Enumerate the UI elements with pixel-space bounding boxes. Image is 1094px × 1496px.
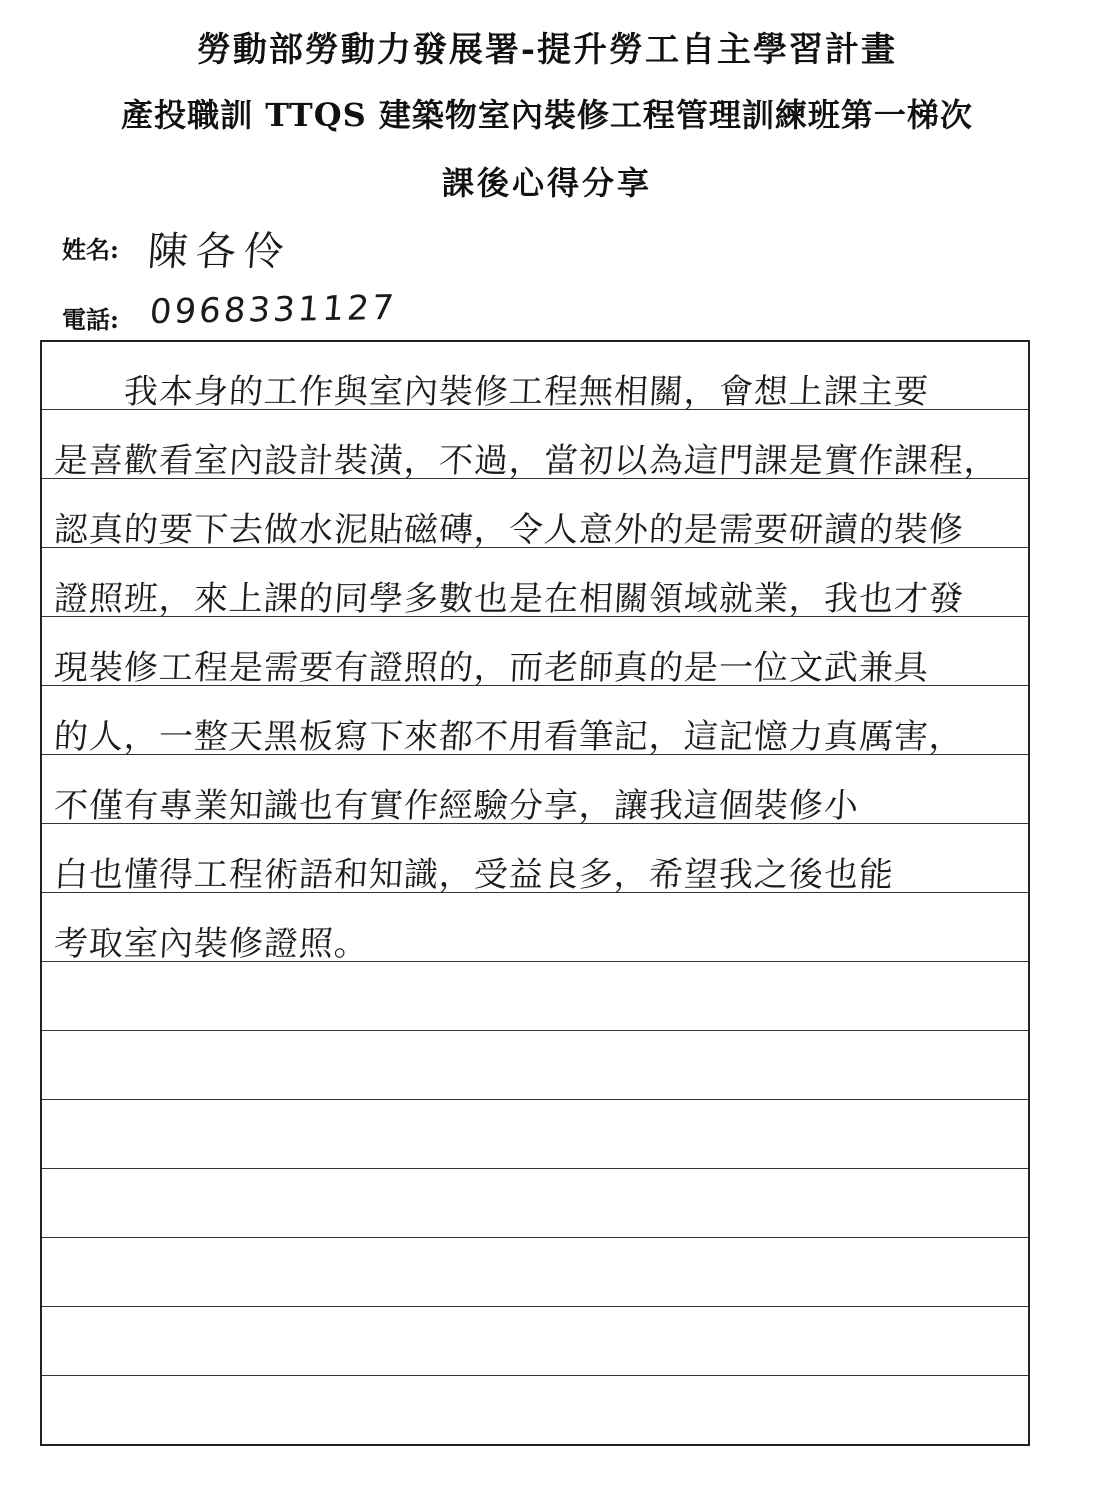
essay-line: 白也懂得工程術語和知識，受益良多，希望我之後也能 — [52, 855, 896, 895]
essay-line: 不僅有專業知識也有實作經驗分享，讓我這個裝修小 — [52, 786, 861, 826]
essay-line: 現裝修工程是需要有證照的，而老師真的是一位文武兼具 — [52, 648, 931, 688]
ruled-line — [42, 1237, 1028, 1238]
essay-line: 考取室內裝修證照。 — [52, 924, 371, 964]
phone-label: 電話: — [62, 305, 119, 334]
ruled-line — [42, 1099, 1028, 1100]
ruled-line — [42, 1375, 1028, 1376]
essay-line: 的人，一整天黑板寫下來都不用看筆記，這記憶力真厲害， — [52, 717, 966, 757]
name-value: 陳各伶 — [146, 229, 294, 275]
essay-line: 是喜歡看室內設計裝潢，不過，當初以為這門課是實作課程， — [52, 441, 1001, 481]
essay-line: 我本身的工作與室內裝修工程無相關，會想上課主要 — [52, 372, 931, 412]
ruled-line — [42, 1030, 1028, 1031]
ruled-line — [42, 1306, 1028, 1307]
ruled-line — [42, 1168, 1028, 1169]
title-line-3: 課後心得分享 — [441, 164, 652, 202]
essay-line: 認真的要下去做水泥貼磁磚，令人意外的是需要研讀的裝修 — [52, 510, 966, 550]
title-line-2: 產投職訓 TTQS 建築物室內裝修工程管理訓練班第一梯次 — [121, 96, 973, 134]
phone-value: 0968331127 — [148, 287, 399, 333]
title-line-1: 勞動部勞動力發展署-提升勞工自主學習計畫 — [196, 30, 898, 70]
ruled-writing-area — [40, 340, 1030, 1446]
name-label: 姓名: — [62, 235, 119, 264]
essay-line: 證照班，來上課的同學多數也是在相關領域就業，我也才發 — [52, 579, 966, 619]
